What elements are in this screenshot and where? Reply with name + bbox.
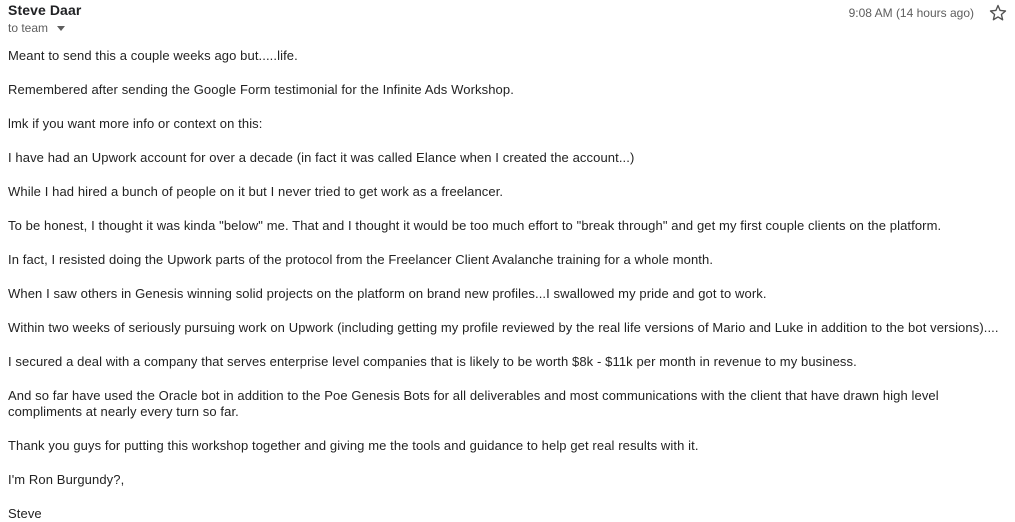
sender-name: Steve Daar [8, 2, 82, 18]
email-paragraph: Thank you guys for putting this workshop together and giving me the tools and guidance to help get real results with it. [8, 438, 699, 453]
recipient-details-dropdown[interactable] [8, 21, 81, 35]
email-paragraph: In fact, I resisted doing the Upwork parts of the protocol from the Freelancer Client Avalanche training for a whole month. [8, 252, 714, 267]
email-paragraph: Meant to send this a couple weeks ago but.....life. [8, 48, 298, 63]
star-button[interactable] [989, 4, 1007, 22]
recipient-label: to team [8, 21, 49, 35]
email-paragraph: lmk if you want more info or context on this: [8, 116, 263, 131]
timestamp: 9:08 AM (14 hours ago) [848, 5, 974, 20]
email-paragraph: While I had hired a bunch of people on it but I never tried to get work as a freelancer. [8, 184, 504, 199]
chevron-down-icon [57, 26, 65, 31]
email-meta [849, 4, 1009, 22]
email-paragraph: Remembered after sending the Google Form testimonial for the Infinite Ads Workshop. [8, 82, 514, 97]
star-icon [989, 4, 1007, 22]
email-paragraph: I secured a deal with a company that serves enterprise level companies that is likely to be worth $8k - $11k per month in revenue to my business. [8, 354, 857, 369]
sender-block [8, 2, 81, 35]
email-paragraph: And so far have used the Oracle bot in addition to the Poe Genesis Bots for all deliverables and most communications with the client that have drawn high level compliments at nearly every turn so far. [8, 388, 939, 419]
email-paragraph: Steve [8, 506, 42, 521]
email-paragraph: To be honest, I thought it was kinda "below" me. That and I thought it would be too much effort to "break through" and get my first couple clients on the platform. [8, 218, 942, 233]
email-paragraph: When I saw others in Genesis winning solid projects on the platform on brand new profiles...I swallowed my pride and got to work. [8, 286, 767, 301]
email-header [8, 2, 1009, 35]
email-body [8, 48, 1009, 522]
email-paragraph: I have had an Upwork account for over a decade (in fact it was called Elance when I created the account...) [8, 150, 635, 165]
email-paragraph: Within two weeks of seriously pursuing work on Upwork (including getting my profile reviewed by the real life versions of Mario and Luke in addition to the bot versions).... [8, 320, 999, 335]
email-paragraph: I'm Ron Burgundy?, [8, 472, 125, 487]
